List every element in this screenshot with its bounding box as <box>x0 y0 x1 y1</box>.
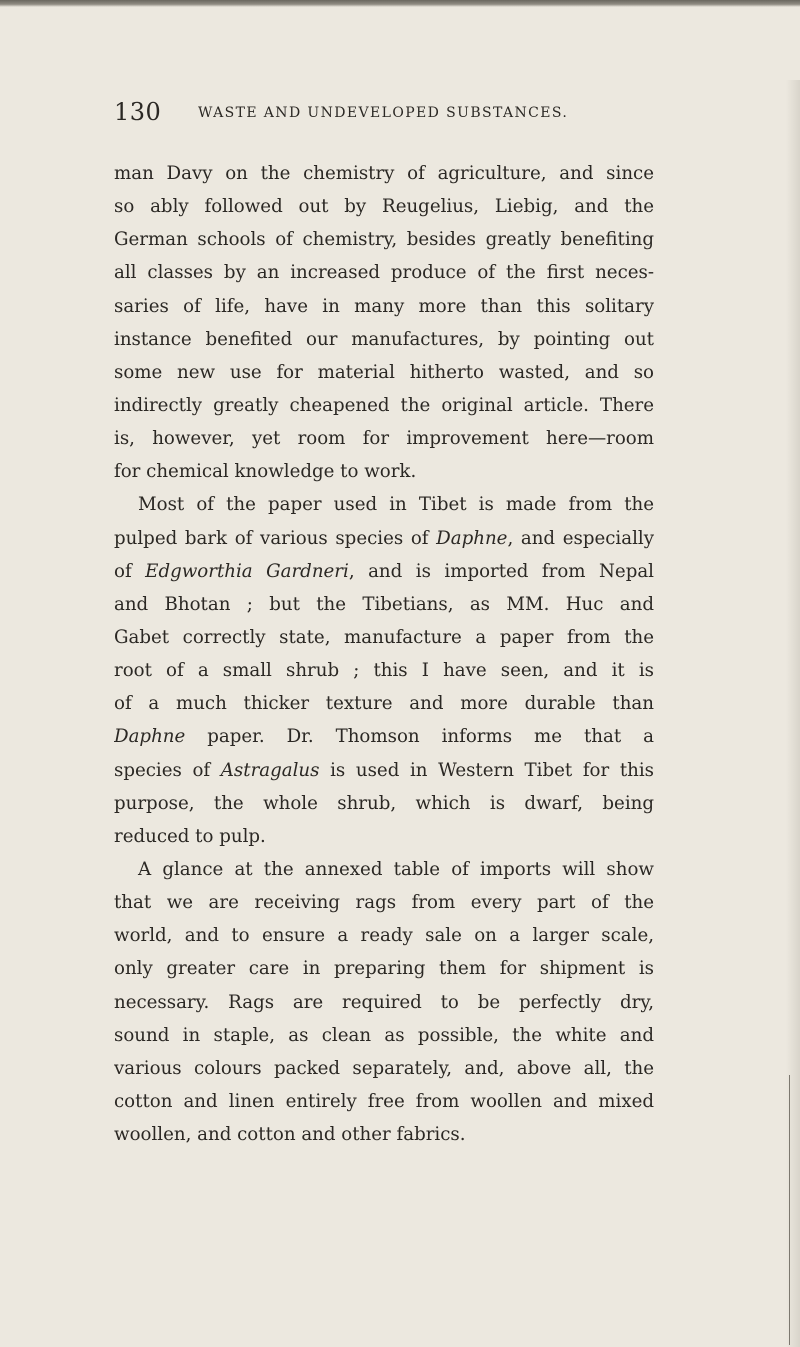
text-line: for chemical knowledge to work. <box>114 461 417 483</box>
text-line: sound in staple, as clean as possible, the white and <box>114 1024 654 1046</box>
text-run: , and especially <box>507 527 654 549</box>
text-line: man Davy on the chemistry of agriculture, and since <box>114 163 654 184</box>
italic-term: Edgworthia Gardneri <box>145 560 349 582</box>
text-run: is used in Western Tibet for this <box>330 759 654 781</box>
text-line: world, and to ensure a ready sale on a larger scale, <box>114 925 654 947</box>
text-line: saries of life, have in many more than this solitary <box>114 295 654 317</box>
text-run: of <box>114 560 132 582</box>
text-line: that we are receiving rags from every part of the <box>114 892 654 914</box>
running-head <box>114 98 674 132</box>
text-line <box>114 720 654 753</box>
text-run: , and is imported from Nepal <box>348 560 654 582</box>
text-line: root of a small shrub ; this I have seen, and it is <box>114 660 654 682</box>
text-run: species of <box>114 759 211 781</box>
italic-term: Daphne <box>436 527 508 549</box>
text-line: woollen, and cotton and other fabrics. <box>114 1124 466 1146</box>
text-line <box>114 555 654 588</box>
text-line: cotton and linen entirely free from woollen and mixed <box>114 1090 654 1112</box>
text-line: German schools of chemistry, besides greatly benefiting <box>114 229 654 251</box>
body-text <box>114 157 654 1151</box>
text-line: Most of the paper used in Tibet is made from the <box>138 494 654 516</box>
text-line: various colours packed separately, and, above all, the <box>114 1057 654 1079</box>
italic-term: Daphne <box>114 726 186 748</box>
text-line: reduced to pulp. <box>114 825 266 847</box>
text-line <box>114 754 654 787</box>
text-line: all classes by an increased produce of the first neces- <box>114 262 654 284</box>
text-line <box>114 522 654 555</box>
text-line: of a much thicker texture and more durable than <box>114 693 654 715</box>
top-scan-edge <box>0 0 800 7</box>
text-line: indirectly greatly cheapened the original article. There <box>114 394 654 416</box>
text-line: is, however, yet room for improvement here—room <box>114 428 654 450</box>
text-line: so ably followed out by Reugelius, Liebig, and the <box>114 196 654 218</box>
page-number: 130 <box>114 98 162 126</box>
running-title: WASTE AND UNDEVELOPED SUBSTANCES. <box>198 105 569 121</box>
right-margin-line <box>789 1075 790 1345</box>
text-run: pulped bark of various species of <box>114 527 429 549</box>
text-line: some new use for material hitherto wasted, and so <box>114 361 654 383</box>
text-line: A glance at the annexed table of imports will show <box>138 858 654 880</box>
text-line: and Bhotan ; but the Tibetians, as MM. Huc and <box>114 593 654 615</box>
text-run: paper. Dr. Thomson informs me that a <box>207 726 654 748</box>
text-line: Gabet correctly state, manufacture a paper from the <box>114 626 654 648</box>
text-line: necessary. Rags are required to be perfectly dry, <box>114 991 654 1013</box>
text-line: only greater care in preparing them for shipment is <box>114 958 654 980</box>
text-line: purpose, the whole shrub, which is dwarf, being <box>114 792 654 814</box>
text-line: instance benefited our manufactures, by pointing out <box>114 328 654 350</box>
italic-term: Astragalus <box>220 759 320 781</box>
